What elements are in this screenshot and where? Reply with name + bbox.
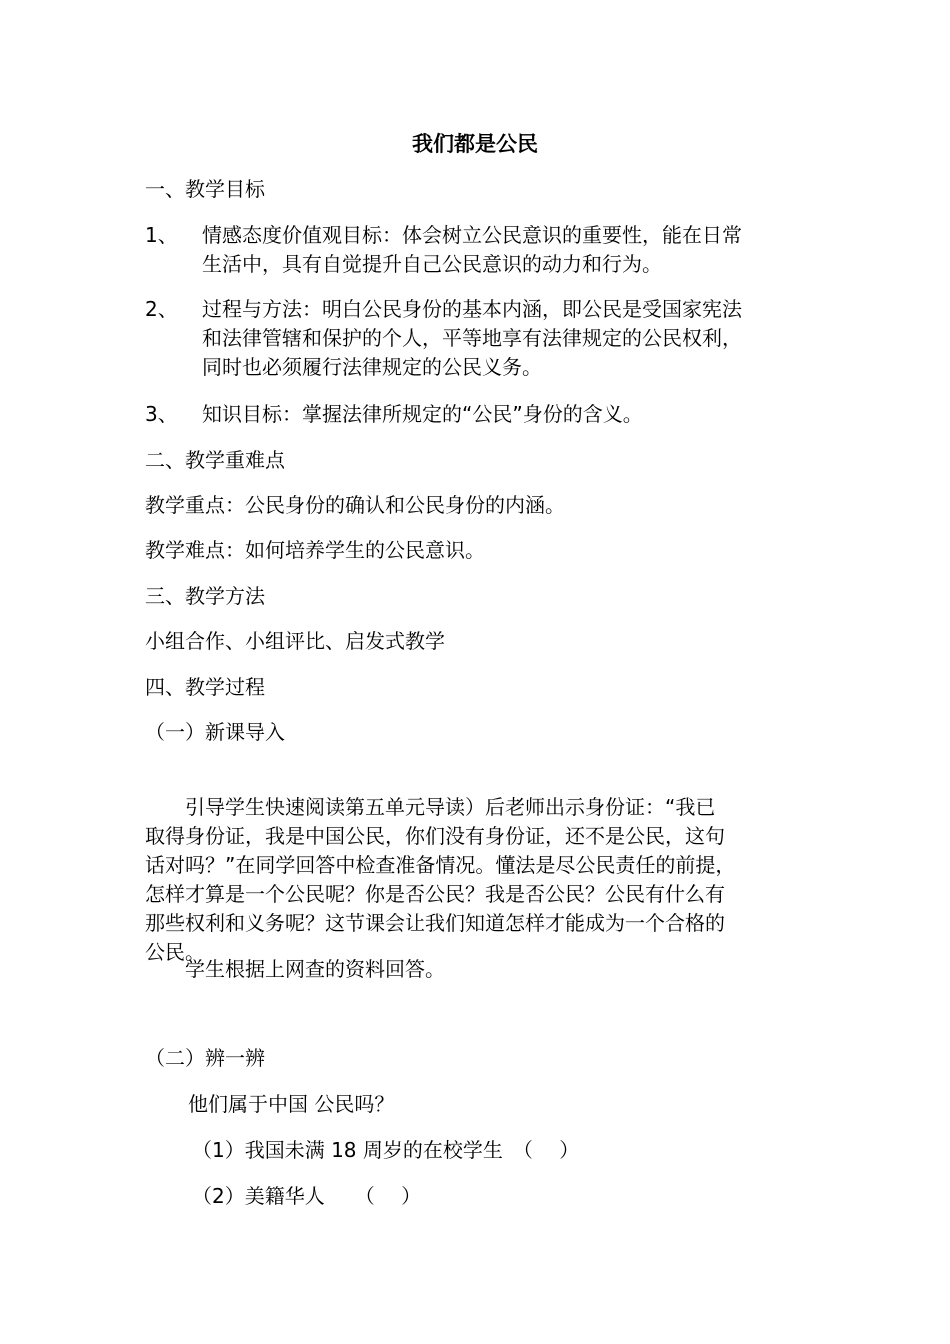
objective-item-3 bbox=[145, 400, 815, 429]
intro-paragraph bbox=[145, 764, 815, 967]
objective-number-3: 3、 bbox=[145, 402, 178, 426]
intro-paragraph-text: 引导学生快速阅读第五单元导读）后老师出示身份证：“我已 取得身份证，我是中国公民，你们没有身份证，还不是公民，这句 话对吗？”在同学回答中检查准备情况。懂法是尽公民责任的前提， 怎样才算是一个公民呢？你是否公民？我是否公民？公民有什么有 那些权利和义务呢？这节课会让我们知道怎样才能成为一个合格的 公民。 bbox=[145, 795, 736, 964]
distinguish-item-2: （2）美籍华人 （ ） bbox=[192, 1184, 422, 1208]
objective-number-2: 2、 bbox=[145, 297, 178, 321]
distinguish-question: 他们属于中国 公民吗？ bbox=[188, 1092, 395, 1116]
document-title: 我们都是公民 bbox=[412, 132, 538, 156]
section-heading-methods: 三、教学方法 bbox=[145, 584, 265, 608]
objective-item-2 bbox=[145, 295, 815, 382]
section-heading-objectives: 一、教学目标 bbox=[145, 177, 265, 201]
section-heading-key-points: 二、教学重难点 bbox=[145, 448, 285, 472]
methods-text: 小组合作、小组评比、启发式教学 bbox=[145, 629, 445, 653]
intro-answer-text: 学生根据上网查的资料回答。 bbox=[185, 957, 445, 981]
objective-text-3: 知识目标：掌握法律所规定的“公民”身份的含义。 bbox=[202, 402, 643, 426]
key-point-text: 教学重点：公民身份的确认和公民身份的内涵。 bbox=[145, 493, 565, 517]
subsection-heading-distinguish: （二）辨一辨 bbox=[145, 1046, 265, 1070]
objective-item-1 bbox=[145, 221, 815, 279]
section-heading-process: 四、教学过程 bbox=[145, 675, 265, 699]
distinguish-item-1: （1）我国未满 18 周岁的在校学生 （ ） bbox=[192, 1138, 580, 1162]
difficult-point-text: 教学难点：如何培养学生的公民意识。 bbox=[145, 538, 485, 562]
objective-text-1: 情感态度价值观目标：体会树立公民意识的重要性，能在日常 生活中，具有自觉提升自己公民意识的动力和行为。 bbox=[202, 223, 742, 276]
objective-number-1: 1、 bbox=[145, 223, 178, 247]
objective-text-2: 过程与方法：明白公民身份的基本内涵，即公民是受国家宪法 和法律管辖和保护的个人，平等地享有法律规定的公民权利， 同时也必须履行法律规定的公民义务。 bbox=[202, 297, 742, 379]
subsection-heading-intro: （一）新课导入 bbox=[145, 720, 285, 744]
